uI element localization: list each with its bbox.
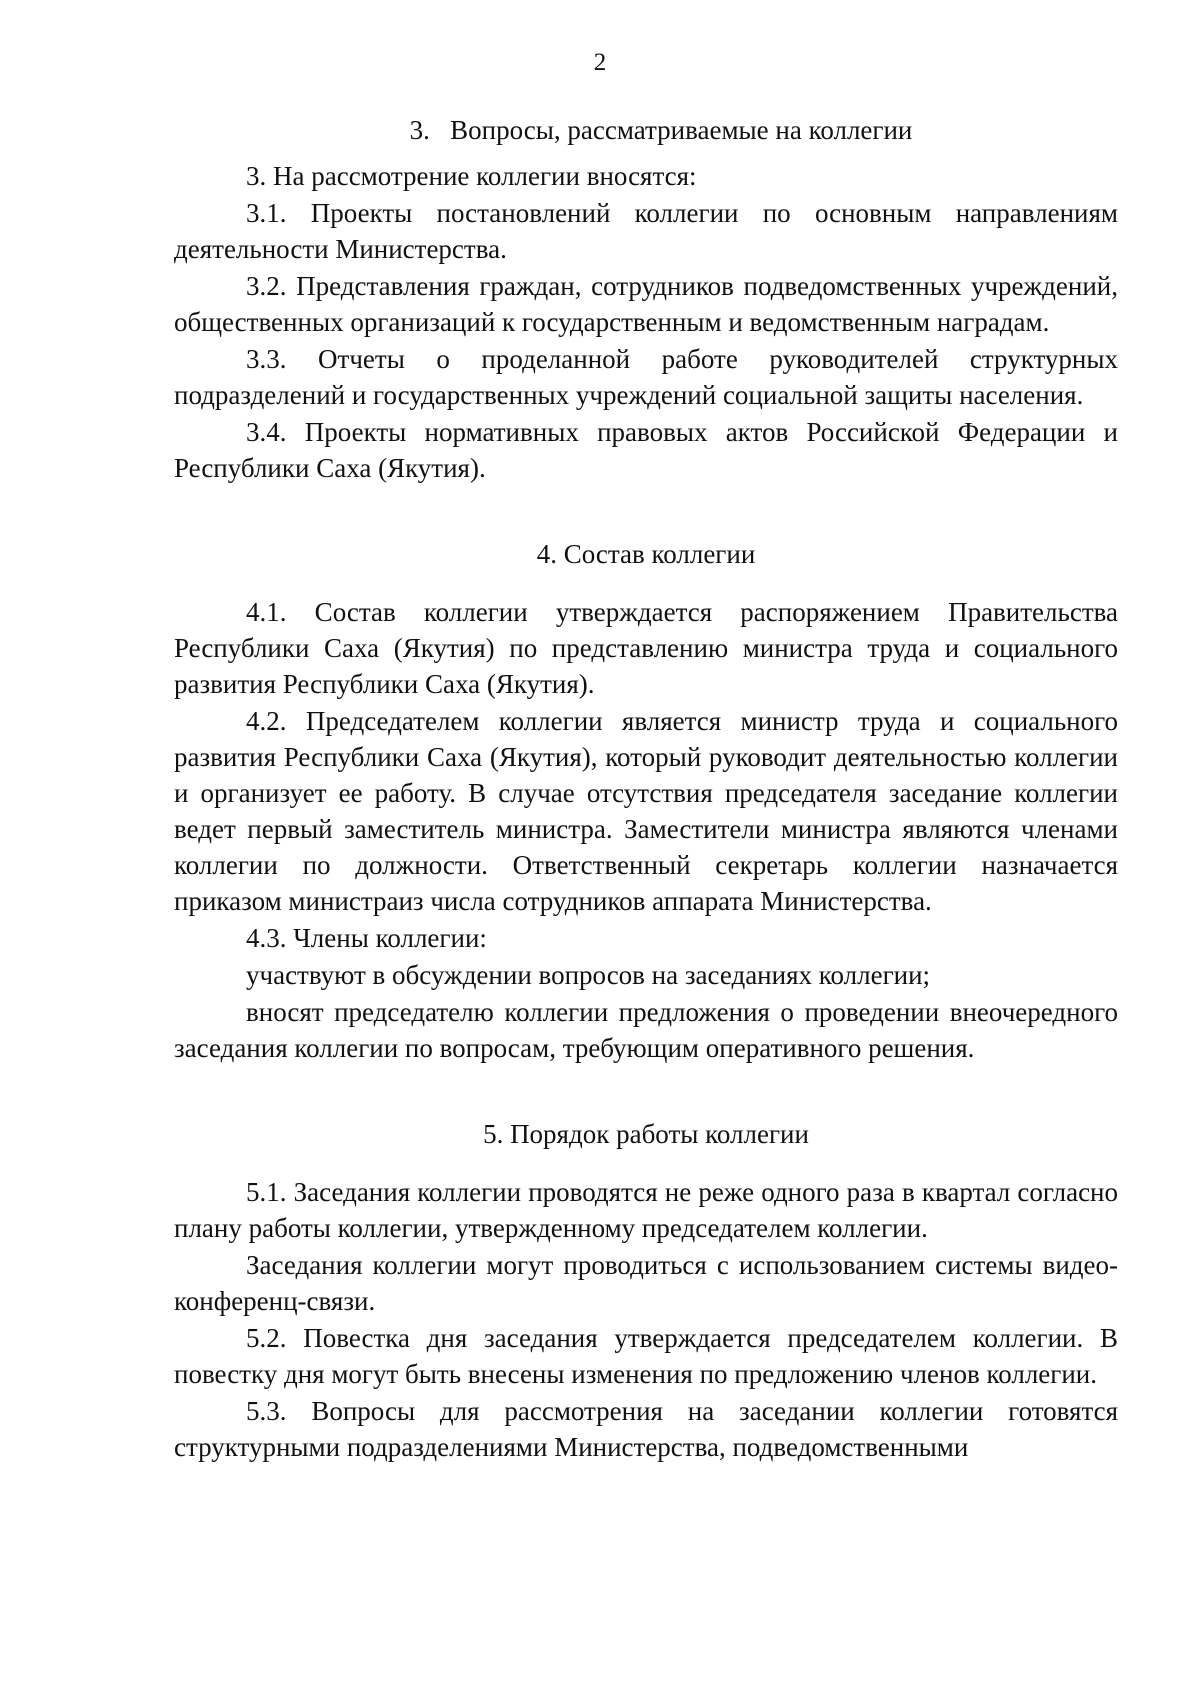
paragraph-3-2: 3.2. Представления граждан, сотрудников подведомственных учреждений, общественных организаций к государственным и ведомственным наградам. [174, 271, 1118, 337]
paragraph-4-3: 4.3. Члены коллегии: [246, 923, 487, 953]
paragraph-4-3-item-2: вносят председателю коллегии предложения о проведении внеочередного заседания коллегии по вопросам, требующим оперативного решения. [174, 997, 1118, 1063]
page-number: 2 [593, 49, 607, 76]
paragraph-3-1: 3.1. Проекты постановлений коллегии по основным направлениям деятельности Министерства. [174, 198, 1118, 264]
paragraph-4-1: 4.1. Состав коллегии утверждается распоряжением Правительства Республики Саха (Якутия) по представлению министра труда и социального развития Республики Саха (Якутия). [174, 597, 1118, 699]
paragraph-4-3-item-1: участвуют в обсуждении вопросов на заседаниях коллегии; [246, 960, 931, 990]
section-4-heading: 4. Состав коллегии [536, 539, 756, 569]
paragraph-4-2: 4.2. Председателем коллегии является министр труда и социального развития Республики Саха (Якутия), который руководит деятельностью коллегии и организует ее работу. В случае отсутствия председателя заседание коллегии ведет первый заместитель министра. Заместители министра являются членами коллегии по должности. Ответственный секретарь коллегии назначается приказом министраиз числа сотрудников аппарата Министерства. [174, 706, 1118, 916]
paragraph-5-2: 5.2. Повестка дня заседания утверждается председателем коллегии. В повестку дня могут быть внесены изменения по предложению членов коллегии. [174, 1323, 1118, 1389]
section-5-heading: 5. Порядок работы коллегии [483, 1119, 809, 1149]
paragraph-3: 3. На рассмотрение коллегии вносятся: [246, 161, 697, 191]
paragraph-5-1: 5.1. Заседания коллегии проводятся не реже одного раза в квартал согласно плану работы коллегии, утвержденному председателем коллегии. [174, 1177, 1118, 1243]
paragraph-5-3: 5.3. Вопросы для рассмотрения на заседании коллегии готовятся структурными подразделениями Министерства, подведомственными [174, 1396, 1118, 1462]
section-3-heading: 3. Вопросы, рассматриваемые на коллегии [409, 115, 913, 145]
paragraph-5-1-note: Заседания коллегии могут проводиться с использованием системы видео-конференц-связи. [174, 1250, 1118, 1316]
paragraph-3-4: 3.4. Проекты нормативных правовых актов Российской Федерации и Республики Саха (Якутия). [174, 417, 1118, 483]
document-body [174, 112, 1118, 1466]
paragraph-3-3: 3.3. Отчеты о проделанной работе руководителей структурных подразделений и государственных учреждений социальной защиты населения. [174, 344, 1118, 410]
